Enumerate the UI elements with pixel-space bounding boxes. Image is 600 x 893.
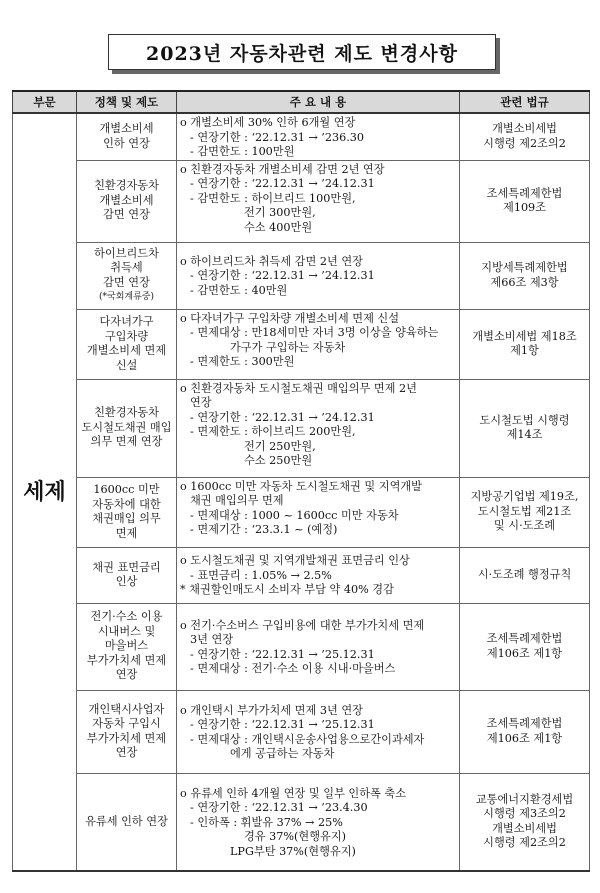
table-row — [13, 547, 590, 603]
content-line: - 감면한도 : 40만원 — [190, 283, 288, 297]
policy-line: 연장 — [115, 668, 138, 682]
policy-line: 감면 연장 — [103, 275, 150, 289]
policy-line: 마을버스 — [104, 639, 149, 653]
policy-line: 면제 — [115, 526, 138, 540]
content-line: o 개별소비세 30% 인하 6개월 연장 — [180, 116, 356, 129]
table-row — [13, 379, 590, 477]
law-line: 시행령 제2조의2 — [483, 836, 566, 850]
law-line: 조세특례제한법 — [486, 186, 563, 200]
content-line: - 면제한도 : 하이브리드 200만원, — [190, 425, 356, 438]
content-line: o 전기·수소버스 구입비용에 대한 부가가치세 면제 — [180, 618, 425, 632]
policy-line: 인하 연장 — [103, 136, 150, 150]
content-line: 수소 250만원 — [244, 454, 313, 467]
policy-line: 의무 면제 연장 — [90, 435, 163, 449]
policy-line: 도시철도채권 매입 — [81, 420, 172, 434]
law-line: 지방세특례제한법 — [481, 261, 568, 274]
policy-cell — [77, 773, 177, 871]
header-law: 관련 법규 — [460, 91, 590, 113]
content-line: 3년 연장 — [190, 633, 234, 646]
policy-note: (*국회계류중) — [99, 292, 154, 302]
policy-cell — [77, 603, 177, 690]
content-line: - 연장기한 : ‘22.12.31 → ’236.30 — [190, 130, 365, 144]
table-row — [13, 113, 590, 160]
policy-cell — [77, 113, 177, 160]
law-cell — [460, 690, 590, 773]
policy-line: 친환경자동차 — [94, 179, 159, 193]
policy-line: 개별소비세 — [99, 122, 154, 136]
content-line: - 표면금리 : 1.05% → 2.5% — [190, 568, 332, 582]
policy-cell — [77, 547, 177, 603]
content-line: - 인하폭 : 휘발유 37% → 25% — [190, 815, 343, 829]
content-line: o 도시철도채권 및 지역개발채권 표면금리 인상 — [180, 554, 410, 568]
header-policy: 정책 및 제도 — [77, 91, 177, 113]
policy-cell — [77, 379, 177, 477]
law-line: 지방공기업법 제19조, — [470, 490, 579, 504]
policy-cell — [77, 309, 177, 379]
content-line: - 연장기한 : ‘22.12.31 → ’24.12.31 — [190, 269, 375, 283]
law-line: 도시철도법 제21조 — [477, 504, 572, 518]
content-line: - 연장기한 : ‘22.12.31 → ’25.12.31 — [190, 718, 375, 731]
category-cell: 세제 — [13, 113, 77, 871]
policy-line: 전기·수소 이용 — [90, 610, 163, 624]
header-category: 부문 — [13, 91, 77, 113]
law-line: 개별소비세법 — [492, 821, 557, 835]
policy-line: 감면 연장 — [103, 208, 150, 222]
law-line: 교통에너지환경세법 — [475, 792, 574, 806]
law-line: 시·도조례 행정규칙 — [477, 567, 572, 581]
content-line: o 유류세 인하 4개월 연장 및 일부 인하폭 축소 — [180, 786, 407, 800]
policy-line: 취득세 — [110, 261, 143, 274]
policy-cell — [77, 477, 177, 547]
content-line: o 친환경자동차 개별소비세 감면 2년 연장 — [180, 162, 385, 176]
policy-line: 채권매입 의무 — [92, 512, 161, 525]
law-line: 조세특례제한법 — [486, 717, 563, 730]
content-cell — [177, 690, 460, 773]
content-line: 에게 공급하는 자동차 — [230, 747, 335, 760]
law-line: 시행령 제3조의2 — [483, 807, 566, 821]
content-line: 연장 — [190, 396, 212, 409]
policy-line: 구입차량 — [104, 329, 149, 343]
content-line: LPG부탄 37%(현행유지) — [230, 844, 356, 858]
content-line: - 면제대상 : 1000 ~ 1600cc 미만 자동차 — [190, 508, 399, 522]
law-cell — [460, 379, 590, 477]
content-cell — [177, 773, 460, 871]
law-line: 시행령 제2조의2 — [483, 136, 566, 150]
law-cell — [460, 309, 590, 379]
policy-line: 개별소비세 — [99, 193, 154, 207]
policy-line: 다자녀가구 — [99, 315, 154, 328]
content-line: - 감면한도 : 하이브리드 100만원, — [190, 191, 356, 205]
content-line: 전기 300만원, — [244, 206, 316, 219]
content-line: - 면제대상 : 개인택시운송사업용으로간이과세자 — [190, 732, 425, 746]
content-cell — [177, 160, 460, 242]
table-row — [13, 690, 590, 773]
content-line: - 면제한도 : 300만원 — [190, 355, 295, 368]
table-row — [13, 242, 590, 309]
content-line: - 연장기한 : ‘22.12.31 → ’24.12.31 — [190, 410, 375, 424]
table-row — [13, 477, 590, 547]
content-line: - 면제기간 : ‘23.3.1 ~ (예정) — [190, 523, 338, 536]
law-line: 도시철도법 시행령 — [479, 413, 570, 427]
policy-line: 채권 표면금리 — [92, 560, 161, 574]
policy-cell — [77, 242, 177, 309]
law-line: 조세특례제한법 — [486, 632, 563, 645]
law-cell — [460, 547, 590, 603]
content-line: - 면제대상 : 만18세미만 자녀 3명 이상을 양육하는 — [190, 326, 439, 339]
law-cell — [460, 477, 590, 547]
content-line: 경유 37%(현행유지) — [244, 830, 346, 843]
table-row — [13, 309, 590, 379]
law-cell — [460, 113, 590, 160]
law-line: 및 시·도조례 — [493, 519, 556, 533]
policy-line: 자동차 구입시 — [92, 717, 161, 730]
content-line: 수소 400만원 — [244, 220, 313, 234]
law-cell — [460, 603, 590, 690]
policy-line: 부가가치세 면제 — [86, 653, 167, 667]
law-line: 제106조 제1항 — [486, 731, 563, 745]
policy-line: 친환경자동차 — [94, 406, 159, 420]
law-line: 제109조 — [503, 201, 546, 214]
law-line: 개별소비세법 — [492, 122, 557, 136]
content-line: o 다자녀가구 구입차량 개별소비세 면제 신설 — [180, 311, 400, 325]
content-cell — [177, 603, 460, 690]
header-content: 주 요 내 용 — [177, 91, 460, 113]
law-line: 제14조 — [506, 428, 543, 441]
content-cell — [177, 379, 460, 477]
law-line: 제66조 제3항 — [490, 275, 559, 289]
policy-line: 연장 — [115, 746, 138, 759]
content-line: 가구가 구입하는 자동차 — [230, 340, 346, 354]
policy-line: 시내버스 및 — [97, 624, 156, 638]
law-line: 제1항 — [510, 344, 539, 357]
law-cell — [460, 773, 590, 871]
content-line: - 감면한도 : 100만원 — [190, 145, 295, 158]
content-line: * 채권할인매도시 소비자 부담 약 40% 경감 — [180, 583, 394, 597]
content-cell — [177, 309, 460, 379]
policy-cell — [77, 690, 177, 773]
policy-line: 인상 — [115, 575, 138, 588]
content-line: o 하이브리드차 취득세 감면 2년 연장 — [180, 254, 363, 268]
content-line: - 연장기한 : ‘22.12.31 → ’23.4.30 — [190, 801, 368, 814]
table-row — [13, 160, 590, 242]
policy-line: 1600cc 미만 — [93, 483, 160, 496]
law-cell — [460, 160, 590, 242]
policy-line: 개인택시사업자 — [88, 702, 165, 716]
content-line: - 연장기한 : ‘22.12.31 → ’24.12.31 — [190, 177, 375, 190]
law-line: 개별소비세법 제18조 — [472, 329, 577, 343]
document-title: 2023년 자동차관련 제도 변경사항 — [108, 34, 496, 70]
policy-cell — [77, 160, 177, 242]
content-line: - 연장기한 : ‘22.12.31 → ’25.12.31 — [190, 647, 375, 661]
table-row — [13, 773, 590, 871]
policy-change-table — [12, 90, 590, 872]
content-cell — [177, 113, 460, 160]
content-line: 전기 250만원, — [244, 439, 316, 453]
content-cell — [177, 477, 460, 547]
content-cell — [177, 547, 460, 603]
policy-line: 개별소비세 면제 — [86, 344, 167, 357]
table-header-row — [13, 91, 590, 113]
table-row — [13, 603, 590, 690]
law-line: 제106조 제1항 — [486, 646, 563, 660]
content-line: 채권 매입의무 면제 — [190, 494, 284, 507]
policy-line: 하이브리드차 — [94, 246, 159, 260]
law-cell — [460, 242, 590, 309]
policy-line: 신설 — [115, 358, 138, 372]
content-cell — [177, 242, 460, 309]
content-line: o 1600cc 미만 자동차 도시철도채권 및 지역개발 — [180, 479, 422, 493]
policy-line: 자동차에 대한 — [92, 497, 161, 511]
content-line: o 친환경자동차 도시철도채권 매입의무 면제 2년 — [180, 381, 417, 395]
content-line: o 개인택시 부가가치세 면제 3년 연장 — [180, 703, 363, 717]
policy-line: 부가가치세 면제 — [86, 731, 167, 745]
content-line: - 면제대상 : 전기·수소 이용 시내·마을버스 — [190, 662, 396, 675]
policy-line: 유류세 인하 연장 — [85, 814, 168, 828]
